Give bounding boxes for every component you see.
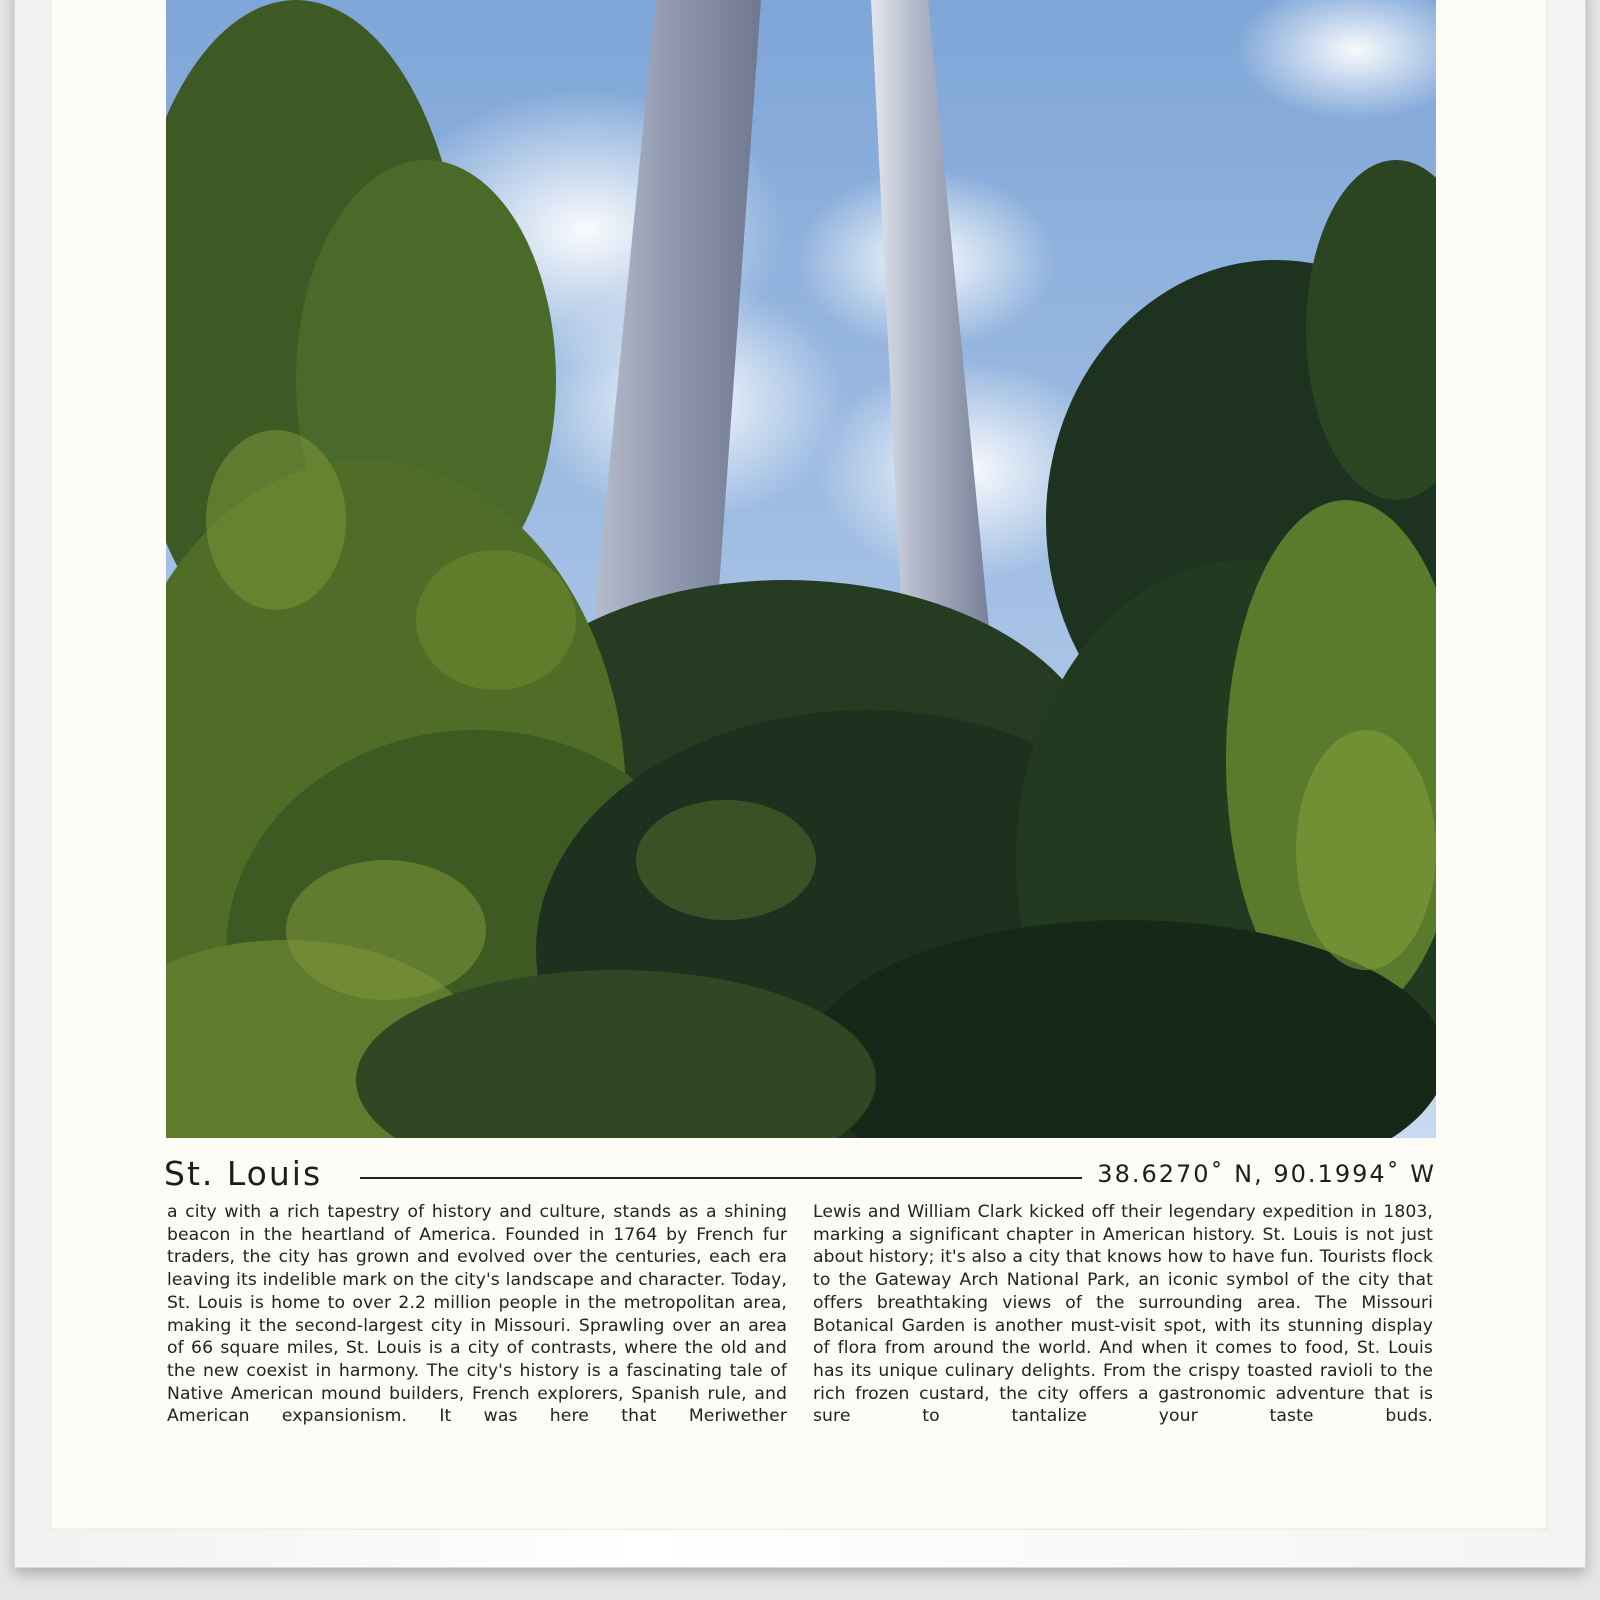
description-left-column: a city with a rich tapestry of history and culture, stands as a shining beacon in the heartland of America. Founded in 1764 by French fur traders, the city has grown and evolved over the centuries, each era leaving its indelible mark on the city's landscape and character. Today, St. Louis is home to over 2.2 million people in the metropolitan area, making it the second-largest city in Missouri. Sprawling over an area of 66 square miles, St. Louis is a city of contrasts, where the old and the new coexist in harmony. The city's history is a fascinating tale of Native American mound builders, French explorers, Spanish rule, and American expansionism. It was here that Meriwether [167, 1202, 787, 1427]
arch-painting [166, 0, 1436, 1138]
coordinates: 38.6270˚ N, 90.1994˚ W [1097, 1160, 1436, 1188]
divider-line [360, 1177, 1082, 1179]
gateway-arch-photo [166, 0, 1436, 1138]
poster-caption-row [164, 1152, 1436, 1196]
description-right-column: Lewis and William Clark kicked off their legendary expedition in 1803, marking a significant chapter in American history. St. Louis is not just about history; it's also a city that knows how to have fun. Tourists flock to the Gateway Arch National Park, an iconic symbol of the city that offers breathtaking views of the surrounding area. The Missouri Botanical Garden is another must-visit spot, with its stunning display of flora from around the world. And when it comes to food, St. Louis has its unique culinary delights. From the crispy toasted ravioli to the rich frozen custard, the city offers a gastronomic adventure that is sure to tantalize your taste buds. [813, 1202, 1433, 1427]
city-title: St. Louis [164, 1154, 323, 1193]
